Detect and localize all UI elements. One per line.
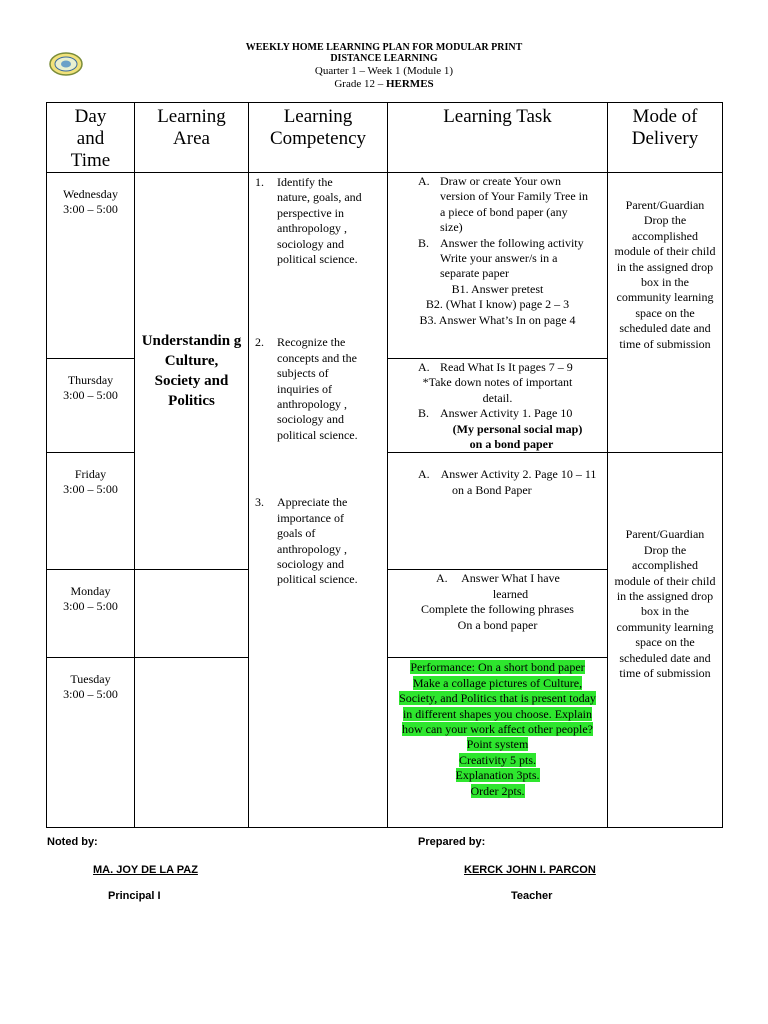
day-cell-friday — [47, 453, 135, 570]
competency-number: 2. — [255, 335, 264, 350]
task-text-line: on a Bond Paper — [452, 482, 532, 497]
col-header-day-time: Day and Time — [47, 103, 135, 173]
task-letter: B. — [418, 235, 430, 250]
mode-delivery-cell-2 — [608, 453, 723, 828]
task-subitem-b1: B1. Answer pretest — [451, 281, 544, 296]
day-cell-monday — [47, 570, 135, 658]
day-name: Tuesday — [70, 672, 111, 687]
day-name: Monday — [70, 584, 111, 599]
prepared-by-name: KERCK JOHN I. PARCON — [464, 864, 596, 876]
task-item-b — [388, 236, 607, 282]
competency-item-2 — [249, 335, 387, 443]
highlighted-text: Explanation 3pts. — [455, 768, 540, 783]
task-text-line: Write your answer/s in a separate paper — [440, 251, 558, 281]
criteria-creativity — [394, 753, 601, 768]
learning-plan-table — [46, 102, 723, 828]
task-letter: A. — [418, 360, 430, 374]
task-item-a — [388, 360, 607, 375]
performance-task-title — [394, 660, 601, 675]
task-text: Answer Activity 1. Page 10 — [440, 406, 573, 421]
prepared-by-label: Prepared by: — [418, 836, 486, 848]
competency-text: Identify the nature, goals, and perspective in anthropology , sociology and political science. — [277, 175, 362, 267]
mode-delivery-cell-1 — [608, 173, 723, 453]
task-cell-wednesday — [388, 173, 608, 359]
task-letter: B. — [418, 406, 430, 421]
day-time: 3:00 – 5:00 — [63, 388, 118, 402]
noted-by-name: MA. JOY DE LA PAZ — [93, 864, 198, 876]
prepared-by-title: Teacher — [511, 890, 553, 902]
task-subitem-b2: B2. (What I know) page 2 – 3 — [425, 297, 570, 312]
mode-delivery-text: Parent/Guardian Drop the accomplished module of their child in the assigned drop box in the community learning space on the scheduled date and time of submission — [614, 527, 716, 681]
task-bold-line: on a bond paper — [469, 437, 554, 452]
task-item-b — [388, 406, 607, 421]
competency-number: 1. — [255, 175, 264, 189]
task-text: Read What Is It pages 7 – 9 — [440, 360, 573, 374]
mode-delivery-text: Parent/Guardian Drop the accomplished module of their child in the assigned drop box in the community learning space on the scheduled date and time of submission — [614, 198, 716, 351]
task-cell-tuesday — [388, 658, 608, 828]
col-header-learning-area: Learning Area — [135, 103, 249, 173]
highlighted-text: Performance: On a short bond paper — [410, 660, 585, 675]
highlighted-text: Order 2pts. — [470, 783, 525, 798]
learning-area-empty-cell — [135, 658, 249, 828]
performance-task-description — [394, 676, 601, 738]
highlighted-text: Point system — [466, 737, 529, 752]
task-subitem-b3: B3. Answer What’s In on page 4 — [419, 312, 576, 327]
noted-by-title: Principal I — [108, 890, 161, 902]
task-cell-friday — [388, 453, 608, 570]
col-header-learning-task: Learning Task — [388, 103, 608, 173]
day-cell-tuesday — [47, 658, 135, 828]
competency-text: Recognize the concepts and the subjects of inquiries of anthropology , sociology and political science. — [277, 335, 358, 442]
task-text: Draw or create Your own version of Your Family Tree in a piece of bond paper (any size) — [440, 174, 589, 235]
table-header-row — [47, 103, 723, 173]
task-letter: A. — [418, 467, 430, 482]
task-text-line: On a bond paper — [457, 617, 538, 632]
day-name: Friday — [74, 467, 107, 482]
col-header-learning-competency: Learning Competency — [249, 103, 388, 173]
task-text: Answer Activity 2. Page 10 – 11 — [440, 467, 597, 482]
task-text-line: Answer the following activity — [440, 235, 584, 250]
day-cell-wednesday — [47, 173, 135, 359]
header-grade: Grade 12 – HERMES — [334, 78, 434, 90]
day-time: 3:00 – 5:00 — [63, 687, 118, 702]
task-letter: A. — [436, 571, 448, 586]
day-name: Wednesday — [62, 187, 118, 201]
task-item-a — [388, 174, 607, 236]
task-note: *Take down notes of important detail. — [422, 375, 573, 405]
competency-item-1 — [249, 173, 387, 267]
criteria-explanation — [394, 768, 601, 783]
task-text — [440, 236, 607, 282]
learning-area-cell — [135, 173, 249, 570]
competency-number: 3. — [255, 495, 264, 510]
task-item-a — [388, 467, 607, 482]
task-text: Answer What I have learned — [461, 571, 560, 601]
header-title-line2: DISTANCE LEARNING — [330, 53, 438, 64]
learning-area-empty-cell — [135, 570, 249, 658]
header-quarter: Quarter 1 – Week 1 (Module 1) — [314, 65, 454, 77]
day-cell-thursday — [47, 359, 135, 453]
task-text-line: Complete the following phrases — [421, 602, 574, 617]
learning-area-text: Understandin g Culture, Society and Politics — [141, 333, 242, 410]
criteria-order — [394, 784, 601, 799]
day-time: 3:00 – 5:00 — [63, 202, 118, 216]
task-cell-thursday — [388, 359, 608, 453]
point-system-label — [394, 737, 601, 752]
noted-by-label: Noted by: — [47, 836, 98, 848]
header-title-line1: WEEKLY HOME LEARNING PLAN FOR MODULAR PRINT — [245, 42, 523, 53]
competency-item-3 — [249, 495, 387, 587]
task-cell-monday — [388, 570, 608, 658]
task-letter: A. — [418, 174, 430, 188]
competency-text: Appreciate the importance of goals of anthropology , sociology and political science. — [277, 495, 358, 587]
day-name: Thursday — [67, 373, 114, 387]
highlighted-text: Creativity 5 pts. — [459, 752, 536, 767]
highlighted-text: Make a collage pictures of Culture, Society, and Politics that is present today in different shapes you choose. Explain how can your work affect other people? — [399, 675, 596, 737]
table-row — [47, 173, 723, 359]
learning-competency-cell — [249, 173, 388, 828]
header-section: HERMES — [385, 78, 434, 90]
task-item-a — [388, 571, 607, 602]
col-header-mode-delivery: Mode of Delivery — [608, 103, 723, 173]
day-time: 3:00 – 5:00 — [63, 599, 118, 614]
task-bold-line: (My personal social map) — [452, 421, 583, 436]
day-time: 3:00 – 5:00 — [63, 482, 118, 497]
